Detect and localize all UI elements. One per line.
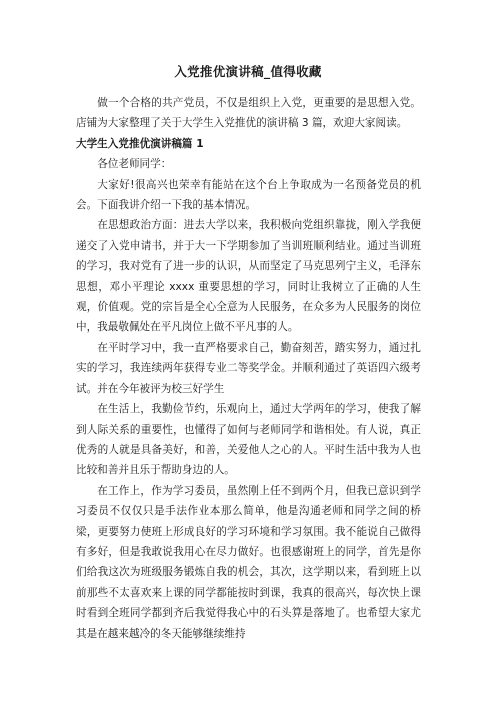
document-title: 入党推优演讲稿_值得收藏 <box>174 64 322 79</box>
paragraph: 在平时学习中，我一直严格要求自己，勤奋刻苦，踏实努力，通过扎实的学习，我连续两年获得专业二等奖学金。并顺利通过了英语四六级考试。并在今年被评为校三好学生 <box>76 341 421 395</box>
paragraph: 大家好!很高兴也荣幸有能站在这个台上争取成为一名预备党员的机会。下面我讲介绍一下我的基本情况。 <box>76 178 421 212</box>
paragraph: 在思想政治方面：进去大学以来，我积极向党组织靠拢，刚入学我便递交了入党申请书，并于大一下学期参加了当训班顺利结业。通过当训班的学习，我对党有了进一步的认识，从而坚定了马克思列宁主义，毛泽东思想，邓小平理论 xxxx 重要思想的学习，同时让我树立了正确的人生观，价值观。党的宗旨是全心全意为人民服务，在众多为人民服务的岗位中，我最敬佩处在平凡岗位上做不平凡事的人。 <box>76 219 421 334</box>
paragraph: 在生活上，我勤俭节约，乐观向上，通过大学两年的学习，使我了解到人际关系的重要性，也懂得了如何与老师同学和谐相处。有人说，真正优秀的人就是具备美好，和善，关爱他人之心的人。平时生活中我为人也比较和善并且乐于帮助身边的人。 <box>76 403 421 477</box>
intro-paragraph: 做一个合格的共产党员，不仅是组织上入党，更重要的是思想入党。店铺为大家整理了关于大学生入党推优的演讲稿 3 篇，欢迎大家阅读。 <box>76 97 421 130</box>
salutation: 各位老师同学： <box>97 158 172 171</box>
section-heading: 大学生入党推优演讲稿篇 1 <box>76 137 204 150</box>
document-body <box>76 93 421 644</box>
paragraph: 在工作上，作为学习委员，虽然刚上任不到两个月，但我已意识到学习委员不仅仅只是手法作业本那么简单，他是沟通老师和同学之间的桥梁，更要努力使班上形成良好的学习环境和学习氛围。我不能说自己做得有多好，但是我敢说我用心在尽力做好。也很感谢班上的同学，首先是你们给我这次为班级服务锻炼自我的机会，其次，这学期以来，看到班上以前那些不太喜欢来上课的同学都能按时到课，我真的很高兴，每次快上课时看到全班同学都到齐后我觉得我心中的石头算是落地了。也希望大家尤其是在越来越冷的冬天能够继续维持 <box>76 484 421 640</box>
